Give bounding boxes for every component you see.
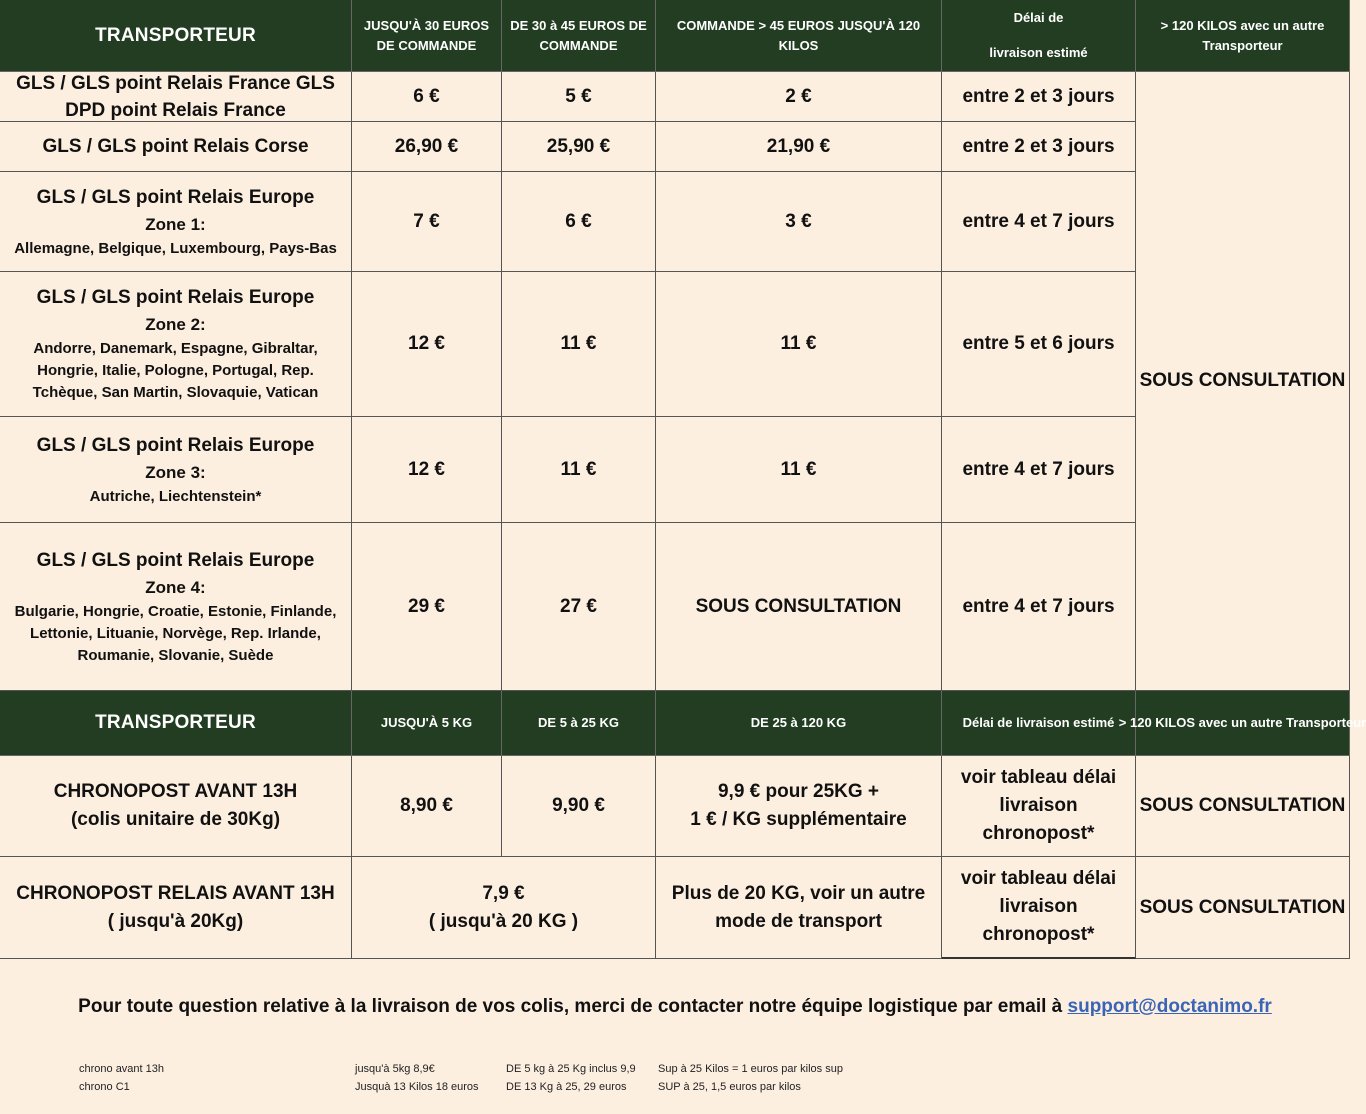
- price-cell: [656, 122, 942, 172]
- price-value: ( jusqu'à 20 KG ): [428, 910, 579, 932]
- price-cell: [656, 417, 942, 523]
- price-cell: [352, 172, 502, 272]
- header-label: Délai de: [1013, 9, 1064, 25]
- header-label: > 120 KILOS avec un autre Transporteur: [1160, 17, 1325, 53]
- zone-countries: Andorre, Danemark, Espagne, Gibraltar,: [33, 340, 318, 357]
- price-value: 7,9 €: [482, 882, 525, 904]
- over-120-value: SOUS CONSULTATION: [1139, 370, 1346, 391]
- contact-line: [0, 996, 1350, 1018]
- zone-countries: Allemagne, Belgique, Luxembourg, Pays-Bas: [14, 239, 337, 257]
- carrier-title: GLS / GLS point Relais Europe: [36, 549, 315, 571]
- price-value: 9,9 € pour 25KG +: [717, 781, 880, 802]
- contact-text: Pour toute question relative à la livraison de vos colis, merci de contacter notre équipe logistique par email à: [78, 996, 1063, 1017]
- carrier-title: GLS / GLS point Relais Europe: [36, 287, 315, 308]
- price-value: 5 €: [565, 85, 592, 107]
- over-120-value: SOUS CONSULTATION: [1139, 896, 1346, 918]
- note-label: chrono avant 13h: [79, 1063, 165, 1075]
- delay-value: chronopost*: [982, 823, 1095, 844]
- header-label: Délai de livraison estimé: [962, 715, 1115, 730]
- price-cell: [656, 857, 942, 959]
- delay-value: entre 5 et 6 jours: [962, 333, 1115, 354]
- price-cell: [502, 172, 656, 272]
- delay-value: entre 4 et 7 jours: [962, 458, 1115, 480]
- price-cell: [502, 523, 656, 691]
- over-120-value: SOUS CONSULTATION: [1139, 795, 1346, 816]
- price-value: 6 €: [565, 210, 592, 232]
- zone-label: Zone 2:: [145, 315, 206, 334]
- price-value: 9,90 €: [552, 795, 605, 816]
- carrier-title: CHRONOPOST AVANT 13H: [53, 781, 298, 802]
- price-cell: [352, 122, 502, 172]
- price-value: 2 €: [785, 85, 812, 107]
- carrier-cell: [0, 72, 352, 122]
- note-text: Jusquà 13 Kilos 18 euros: [355, 1081, 479, 1093]
- zone-countries: Hongrie, Italie, Pologne, Portugal, Rep.: [37, 362, 314, 379]
- zone-countries: Tchèque, San Martin, Slovaquie, Vatican: [32, 384, 319, 401]
- header-label: livraison estimé: [989, 45, 1088, 61]
- header-label: COMMANDE > 45 EUROS JUSQU'À 120 KILOS: [676, 17, 921, 53]
- delay-value: entre 4 et 7 jours: [962, 210, 1115, 232]
- carrier-cell: [0, 272, 352, 417]
- price-value: 25,90 €: [546, 135, 611, 157]
- price-value: 3 €: [785, 210, 812, 232]
- delay-cell: [942, 122, 1136, 172]
- header-col-up-to-5kg: [352, 691, 502, 756]
- support-email-link[interactable]: support@doctanimo.fr: [1067, 996, 1272, 1017]
- price-value: 12 €: [408, 458, 445, 480]
- price-value: mode de transport: [715, 910, 882, 932]
- header-carrier: [0, 0, 352, 72]
- delay-cell: [942, 172, 1136, 272]
- price-value: 11 €: [560, 333, 597, 354]
- carrier-cell: [0, 172, 352, 272]
- header-label: JUSQU'À 30 EUROS DE COMMANDE: [363, 17, 490, 53]
- price-value: 29 €: [408, 595, 445, 617]
- price-value: 11 €: [780, 333, 817, 354]
- over-120-cell: [1136, 756, 1350, 857]
- over-120-cell: [1136, 72, 1350, 691]
- carrier-cell: [0, 417, 352, 523]
- price-cell: [656, 272, 942, 417]
- price-cell: [502, 72, 656, 122]
- carrier-subtitle: (colis unitaire de 30Kg): [70, 809, 281, 830]
- price-value: 12 €: [408, 333, 445, 354]
- over-120-cell: [1136, 857, 1350, 959]
- price-value: Plus de 20 KG, voir un autre: [671, 882, 926, 904]
- delay-cell: [942, 523, 1136, 691]
- note-label: chrono C1: [79, 1081, 130, 1093]
- delay-value: voir tableau délai: [960, 868, 1117, 889]
- carrier-cell: [0, 523, 352, 691]
- carrier-cell: [0, 122, 352, 172]
- zone-label: Zone 1:: [145, 214, 206, 234]
- price-cell: [352, 417, 502, 523]
- delay-value: entre 4 et 7 jours: [962, 595, 1115, 617]
- header-col-25-120kg: [656, 691, 942, 756]
- zone-countries: Bulgarie, Hongrie, Croatie, Estonie, Finlande,: [14, 602, 337, 620]
- note-text: jusqu'à 5kg 8,9€: [355, 1063, 435, 1075]
- delay-cell: [942, 756, 1136, 857]
- delay-cell: [942, 72, 1136, 122]
- header-carrier-label: TRANSPORTEUR: [95, 24, 256, 46]
- zone-countries: Autriche, Liechtenstein*: [89, 487, 262, 505]
- carrier-cell: [0, 756, 352, 857]
- header-label: DE 30 à 45 EUROS DE COMMANDE: [510, 17, 647, 53]
- delay-value: livraison: [999, 795, 1078, 816]
- price-value: 11 €: [780, 458, 817, 480]
- price-value: SOUS CONSULTATION: [695, 595, 902, 617]
- header-col-over-120: [1136, 0, 1350, 72]
- zone-countries: Lettonie, Lituanie, Norvège, Rep. Irlande,: [30, 624, 321, 642]
- carrier-title: GLS / GLS point Relais Europe: [36, 434, 315, 456]
- note-text: SUP à 25, 1,5 euros par kilos: [658, 1081, 801, 1093]
- price-cell: [656, 756, 942, 857]
- price-cell: [656, 523, 942, 691]
- price-value: 1 € / KG supplémentaire: [690, 809, 907, 830]
- price-value: 7 €: [413, 210, 440, 232]
- delay-value: chronopost*: [982, 924, 1095, 945]
- carrier-cell: [0, 857, 352, 959]
- price-cell: [352, 72, 502, 122]
- header-col-30-45: [502, 0, 656, 72]
- price-cell: [502, 272, 656, 417]
- price-value: 6 €: [413, 85, 440, 107]
- header-label: DE 25 à 120 KG: [750, 715, 847, 730]
- header-col-delay: [942, 0, 1136, 72]
- carrier-title: CHRONOPOST RELAIS AVANT 13H: [16, 882, 335, 904]
- delay-value: entre 2 et 3 jours: [962, 85, 1115, 107]
- header-col-delay: [942, 691, 1136, 756]
- price-cell: [502, 756, 656, 857]
- delay-cell: [942, 417, 1136, 523]
- header-label: > 120 KILOS avec un autre Transporteur: [1118, 715, 1366, 730]
- header-col-5-25kg: [502, 691, 656, 756]
- price-value: 8,90 €: [400, 795, 453, 816]
- carrier-title: GLS / GLS point Relais Corse: [42, 135, 309, 157]
- carrier-title: GLS / GLS point Relais Europe: [36, 186, 315, 208]
- price-value: 26,90 €: [394, 135, 459, 157]
- carrier-title: GLS / GLS point Relais France GLS: [16, 72, 335, 94]
- carrier-subtitle: ( jusqu'à 20Kg): [107, 910, 244, 932]
- zone-countries: Roumanie, Slovanie, Suède: [77, 646, 274, 664]
- price-cell: [502, 122, 656, 172]
- carrier-title: DPD point Relais France: [65, 99, 286, 121]
- header-carrier-label: TRANSPORTEUR: [95, 712, 256, 733]
- header-col-up-to-30: [352, 0, 502, 72]
- price-cell: [352, 523, 502, 691]
- header-label: DE 5 à 25 KG: [538, 715, 619, 730]
- delay-cell: [942, 857, 1136, 959]
- price-cell: [656, 72, 942, 122]
- header-carrier: [0, 691, 352, 756]
- price-cell: [502, 417, 656, 523]
- price-cell: [352, 272, 502, 417]
- price-value: 27 €: [560, 595, 597, 617]
- note-text: DE 13 Kg à 25, 29 euros: [506, 1081, 627, 1093]
- zone-label: Zone 3:: [145, 462, 206, 482]
- delay-value: entre 2 et 3 jours: [962, 135, 1115, 157]
- delay-value: livraison: [999, 896, 1078, 917]
- header-col-over-45: [656, 0, 942, 72]
- note-text: DE 5 kg à 25 Kg inclus 9,9: [506, 1063, 636, 1075]
- zone-label: Zone 4:: [145, 577, 206, 597]
- header-col-over-120: [1118, 691, 1366, 756]
- price-value: 21,90 €: [766, 135, 831, 157]
- price-value: 11 €: [560, 458, 597, 480]
- price-cell: [656, 172, 942, 272]
- price-cell-merged: [352, 857, 656, 959]
- note-text: Sup à 25 Kilos = 1 euros par kilos sup: [658, 1063, 843, 1075]
- price-cell: [352, 756, 502, 857]
- delay-cell: [942, 272, 1136, 417]
- header-label: JUSQU'À 5 KG: [380, 715, 473, 730]
- delay-value: voir tableau délai: [960, 767, 1117, 788]
